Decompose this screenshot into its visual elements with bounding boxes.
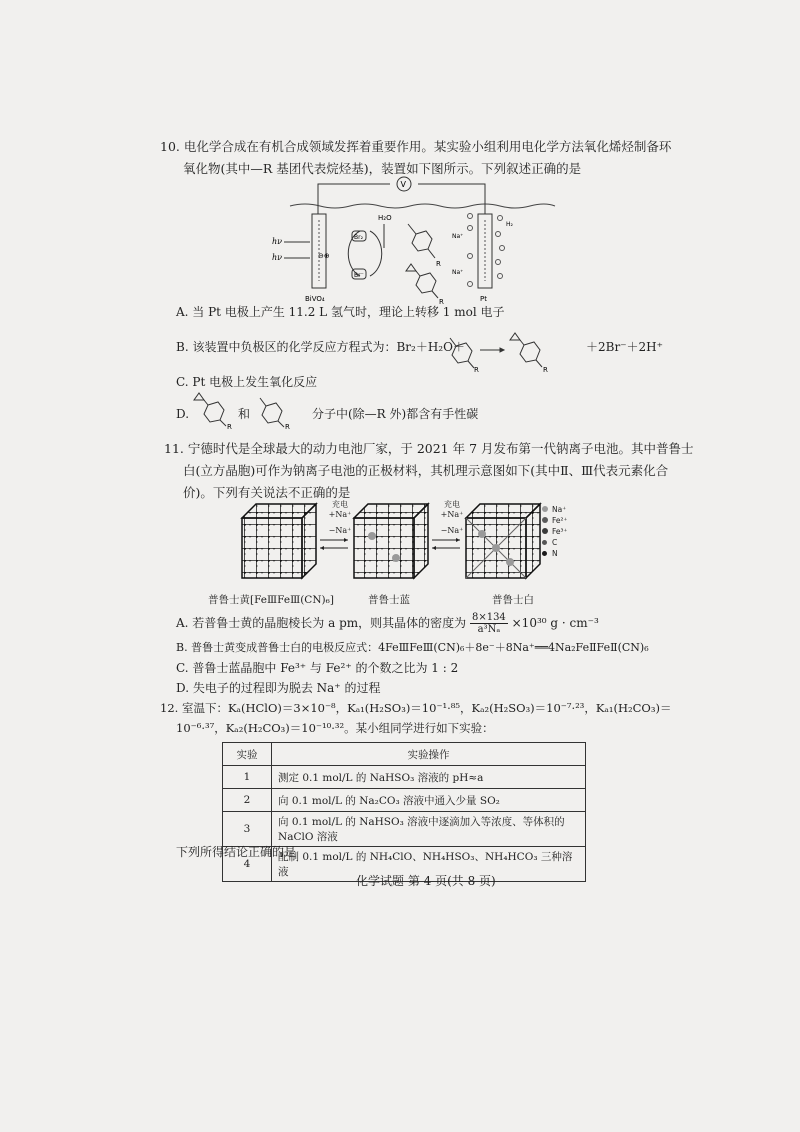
arrow-2-charge: 充电 [444, 500, 460, 509]
table-row: 2 向 0.1 mol/L 的 Na₂CO₃ 溶液中通入少量 SO₂ [223, 789, 586, 812]
d-r-label-1: R [227, 423, 232, 430]
voltmeter-label: V [400, 180, 406, 189]
prussian-blue-cell [354, 504, 428, 578]
legend-fe3-dot [542, 528, 548, 534]
alkene-structure [408, 224, 435, 258]
q11-option-c: C. 普鲁士蓝晶胞中 Fe³⁺ 与 Fe²⁺ 的个数之比为 1 : 2 [176, 661, 459, 675]
page-footer: 化学试题 第 4 页(共 8 页) [356, 874, 496, 888]
bivo4-label: BiVO₄ [305, 295, 325, 303]
hv-label-1: hν [272, 237, 283, 246]
legend-c: C [542, 537, 567, 548]
hv-label-2: hν [272, 253, 283, 262]
legend-fe2: Fe²⁺ [542, 515, 567, 526]
legend-na-dot [542, 506, 548, 512]
epoxide-structure [406, 264, 438, 298]
legend-fe3: Fe³⁺ [542, 526, 567, 537]
legend-na: Na⁺ [542, 504, 567, 515]
header-experiment: 实验 [223, 743, 272, 766]
table-header-row [223, 743, 586, 766]
hole-electron-label: ⊖⊕ [318, 252, 330, 260]
d-r-label-2: R [285, 423, 290, 430]
q11-option-b: B. 普鲁士黄变成普鲁士白的电极反应式：4FeⅢFeⅢ(CN)₆＋8e⁻＋8Na⁺══4Na₂FeⅡFeⅡ(CN)₆ [176, 641, 649, 654]
q12-stem-line1: 12. 室温下：Kₐ(HClO)＝3×10⁻⁸，Kₐ₁(H₂SO₃)＝10⁻¹·⁸⁵，Kₐ₂(H₂SO₃)＝10⁻⁷·²³，Kₐ₁(H₂CO₃)＝ [160, 701, 672, 715]
water-surface-line [290, 204, 555, 208]
gas-bubbles [468, 214, 505, 287]
arrow-2-labels [432, 500, 472, 536]
q10-option-d-alkene [258, 394, 308, 430]
legend-n-dot [542, 551, 547, 556]
caption-prussian-white: 普鲁士白 [492, 594, 534, 606]
q10-option-b-structures [448, 330, 588, 372]
wire-left [318, 184, 390, 214]
caption-prussian-yellow: 普鲁士黄[FeⅢFeⅢ(CN)₆] [208, 594, 334, 606]
header-operation: 实验操作 [272, 743, 586, 766]
legend-fe2-dot [542, 517, 548, 523]
table-row: 4 配制 0.1 mol/L 的 NH₄ClO、NH₄HSO₃、NH₄HCO₃ 三种溶液 [223, 847, 586, 882]
q10-option-d-epoxide [192, 392, 236, 430]
table-row: 1 测定 0.1 mol/L 的 NaHSO₃ 溶液的 pH≈a [223, 766, 586, 789]
q11-option-d: D. 失电子的过程即为脱去 Na⁺ 的过程 [176, 681, 381, 695]
arrow-1-charge: 充电 [332, 500, 348, 509]
q11-stem-line3: 价)。下列有关说法不正确的是 [183, 485, 351, 500]
b-r-label-2: R [543, 366, 548, 372]
q10-option-d-and: 和 [238, 407, 251, 421]
h2-label: H₂ [506, 221, 513, 228]
q12-tail: 下列所得结论正确的是 [176, 845, 297, 859]
arrow-1-labels [320, 500, 360, 536]
q10-option-d-label: D. [176, 407, 190, 421]
br-minus-label: Br⁻ [354, 272, 364, 279]
prussian-yellow-cell [242, 504, 316, 578]
electrolysis-diagram [270, 176, 560, 306]
wire-right [418, 184, 485, 214]
q10-option-a: A. 当 Pt 电极上产生 11.2 L 氢气时，理论上转移 1 mol 电子 [176, 305, 505, 319]
q11-option-a: A. 若普鲁士黄的晶胞棱长为 a pm，则其晶体的密度为 $\frac{8\times 134}{\text{a³Nₐ}}$ ×10³⁰ g · cm⁻³ [176, 612, 599, 635]
epoxide-r-label: R [439, 298, 444, 306]
na-plus-label-2: Na⁺ [452, 269, 464, 276]
legend-c-dot [542, 540, 547, 545]
prussian-white-cell [466, 504, 540, 578]
h2o-label: H₂O [378, 214, 392, 222]
density-fraction: $\frac{8\times 134}{\text{a³Nₐ}}$ [471, 612, 506, 635]
table-row: 3 向 0.1 mol/L 的 NaHSO₃ 溶液中逐滴加入等浓度、等体积的 NaClO 溶液 [223, 812, 586, 847]
pt-label: Pt [480, 295, 487, 303]
arrow-2-minus-na: −Na⁺ [440, 526, 464, 535]
arrow-1-minus-na: −Na⁺ [328, 526, 352, 535]
arrow-1-plus-na: +Na⁺ [328, 510, 352, 519]
legend-n: N [542, 548, 567, 559]
q10-option-c: C. Pt 电极上发生氧化反应 [176, 375, 318, 389]
q10-option-d-text: 分子中(除—R 外)都含有手性碳 [312, 407, 479, 421]
q10-stem-line2: 氧化物(其中—R 基团代表烷烃基)，装置如下图所示。下列叙述正确的是 [183, 161, 582, 176]
q11-stem-line1: 11. 宁德时代是全球最大的动力电池厂家，于 2021 年 7 月发布第一代钠离子电池。其中普鲁士 [164, 441, 694, 456]
q10-option-b-text: B. 该装置中负极区的化学反应方程式为：Br₂＋H₂O＋ [176, 340, 465, 354]
br2-label: Br₂ [354, 234, 363, 241]
q10-stem-line1: 10. 电化学合成在有机合成领域发挥着重要作用。某实验小组利用电化学方法氧化烯烃制备环 [160, 139, 672, 154]
na-plus-label-1: Na⁺ [452, 233, 464, 240]
arrow-2-plus-na: +Na⁺ [440, 510, 464, 519]
alkene-r-label: R [436, 260, 441, 268]
q10-option-b-products: ＋2Br⁻＋2H⁺ [586, 340, 663, 354]
q12-stem-line2: 10⁻⁶·³⁷，Kₐ₂(H₂CO₃)＝10⁻¹⁰·³²。某小组同学进行如下实验： [176, 721, 494, 735]
caption-prussian-blue: 普鲁士蓝 [368, 594, 410, 606]
q11-stem-line2: 白(立方晶胞)可作为钠离子电池的正极材料，其机理示意图如下(其中Ⅱ、Ⅲ代表元素化合 [183, 463, 669, 478]
br-cycle-arc-right [370, 231, 382, 276]
b-r-label-1: R [474, 366, 479, 372]
crystal-legend [542, 504, 567, 559]
